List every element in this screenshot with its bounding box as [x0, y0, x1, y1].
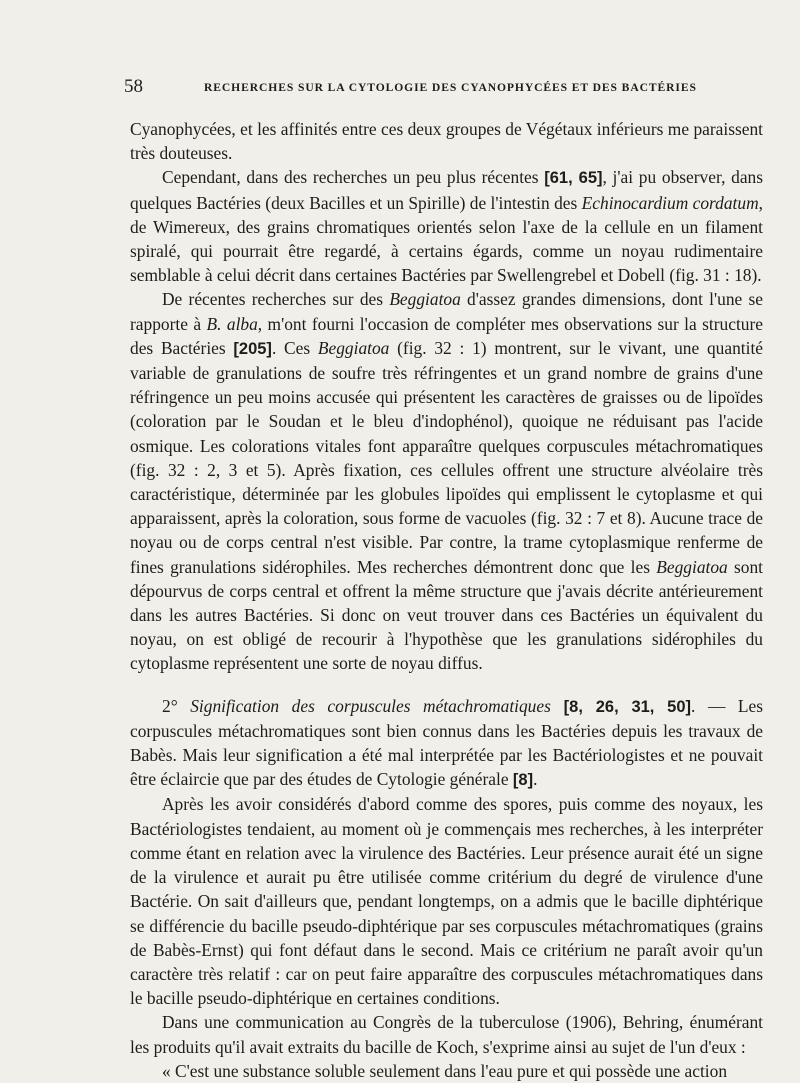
page-number: 58 [124, 76, 143, 97]
running-title: RECHERCHES SUR LA CYTOLOGIE DES CYANOPHYCÉES ET DES BACTÉRIES [204, 81, 697, 94]
paragraph-beggiatoa [130, 287, 763, 675]
text-run: , de Wimereux, des grains chromatiques orientés selon l'axe de la cellule en un filament spiralé, qui pourrait être regardé, à certains égards, comme un noyau rudimentaire semblable à celui décrit dans certaines Bactéries par Swellengrebel et Dobell (fig. 31 : 18). [130, 192, 764, 286]
quote-text: « C'est une substance soluble seulement dans l'eau pure et qui possède une action [162, 1060, 728, 1081]
text-run: , j'ai pu observer, dans quelques Bactéries (deux Bacilles et un Spirille) de l'intestin des [130, 167, 764, 213]
paragraph-text: Cyanophycées, et les affinités entre ces deux groupes de Végétaux inférieurs me paraissent très douteuses. [130, 119, 763, 164]
text-run: . Ces [271, 337, 318, 358]
paragraph-text: Après les avoir considérés d'abord comme des spores, puis comme des noyaux, les Bactériologistes tendaient, au moment où je commençais mes recherches, à les interpréter comme étant en relation avec la virulence des Bactéries. Leur présence aurait été un signe de la virulence et aurait pu être utilisée comme critérium du degré de virulence d'une Bactérie. On sait d'ailleurs que, pendant longtemps, on a admis que le bacille diphtérique se différencie du bacille pseudo-diphtérique par ses corpuscules métachromatiques (grains de Babès-Ernst) qui font défaut dans le second. Mais ce critérium ne paraît avoir qu'un caractère très relatif : car on peut faire apparaître des corpuscules métachromatiques dans le bacille pseudo-diphtérique en certaines conditions. [130, 794, 763, 1009]
section-number: 2° [162, 695, 191, 716]
paragraph-continuation [130, 117, 763, 165]
species-name: Echinocardium cordatum [581, 192, 759, 213]
citation-ref: [61, 65] [544, 169, 603, 188]
paragraph-virulence [130, 792, 763, 1010]
species-name: B. alba [206, 313, 258, 334]
genus-name: Beggiatoa [389, 289, 461, 310]
page-header [124, 72, 764, 102]
paragraph-text: Dans une communication au Congrès de la tuberculose (1906), Behring, énumérant les produits qu'il avait extraits du bacille de Koch, s'exprime ainsi au sujet de l'un d'eux : [130, 1012, 763, 1057]
citation-ref: [8, 26, 31, 50] [550, 697, 692, 716]
text-run: (fig. 32 : 1) montrent, sur le vivant, une quantité variable de granulations de soufre très réfringentes et un grand nombre de grains d'une réfringence un peu moins accusée qui présentent les caractères de graisses ou de lipoïdes (coloration par le Soudan et le bleu d'indophénol), quoique ne réduisant pas l'acide osmique. Les colorations vitales font apparaître quelques corpuscules métachromatiques (fig. 32 : 2, 3 et 5). Après fixation, ces cellules offrent une structure alvéolaire très caractéristique, déterminée par les globules lipoïdes qui emplissent le cytoplasme et qui apparaissent, après la coloration, sous forme de vacuoles (fig. 32 : 7 et 8). Aucune trace de noyau ou de corps central n'est visible. Par contre, la trame cytoplasmique renferme de fines granulations sidérophiles. Mes recherches démontrent donc que les [130, 337, 763, 577]
genus-name: Beggiatoa [656, 556, 728, 577]
text-run: De récentes recherches sur des [162, 289, 390, 310]
section-heading: Signification des corpuscules métachromatiques [190, 695, 551, 716]
genus-name: Beggiatoa [317, 337, 390, 358]
paragraph-quote [130, 1059, 763, 1083]
text-run: d'assez grandes dimensions, dont l'une se rapporte à [130, 289, 764, 334]
text-run: sont dépourvus de corps central et offrent la même structure que j'avais décrite antérieurement dans les autres Bactéries. Si donc on veut trouver dans ces Bactéries un équivalent du noyau, on est obligé de recourir à l'hypothèse que les granulations sidérophiles du cytoplasme représentent une sorte de noyau diffus. [130, 556, 763, 674]
text-run: Cependant, dans des recherches un peu plus récentes [162, 167, 545, 188]
paragraph-echinocardium [130, 165, 763, 287]
section-metachromatic [130, 694, 763, 793]
text-run: , m'ont fourni l'occasion de compléter mes observations sur la structure des Bactéries [130, 313, 763, 358]
citation-ref: [8] [512, 771, 534, 790]
paragraph-behring [130, 1010, 763, 1058]
body-text [130, 117, 763, 1083]
citation-ref: [205] [233, 339, 272, 358]
text-run: . — Les corpuscules métachromatiques sont bien connus dans les Bactéries depuis les travaux de Babès. Mais leur signification a été mal interprétée par les Bactériologistes et ne pouvait être éclaircie que par des études de Cytologie générale [130, 695, 764, 790]
text-run: . [533, 769, 538, 790]
